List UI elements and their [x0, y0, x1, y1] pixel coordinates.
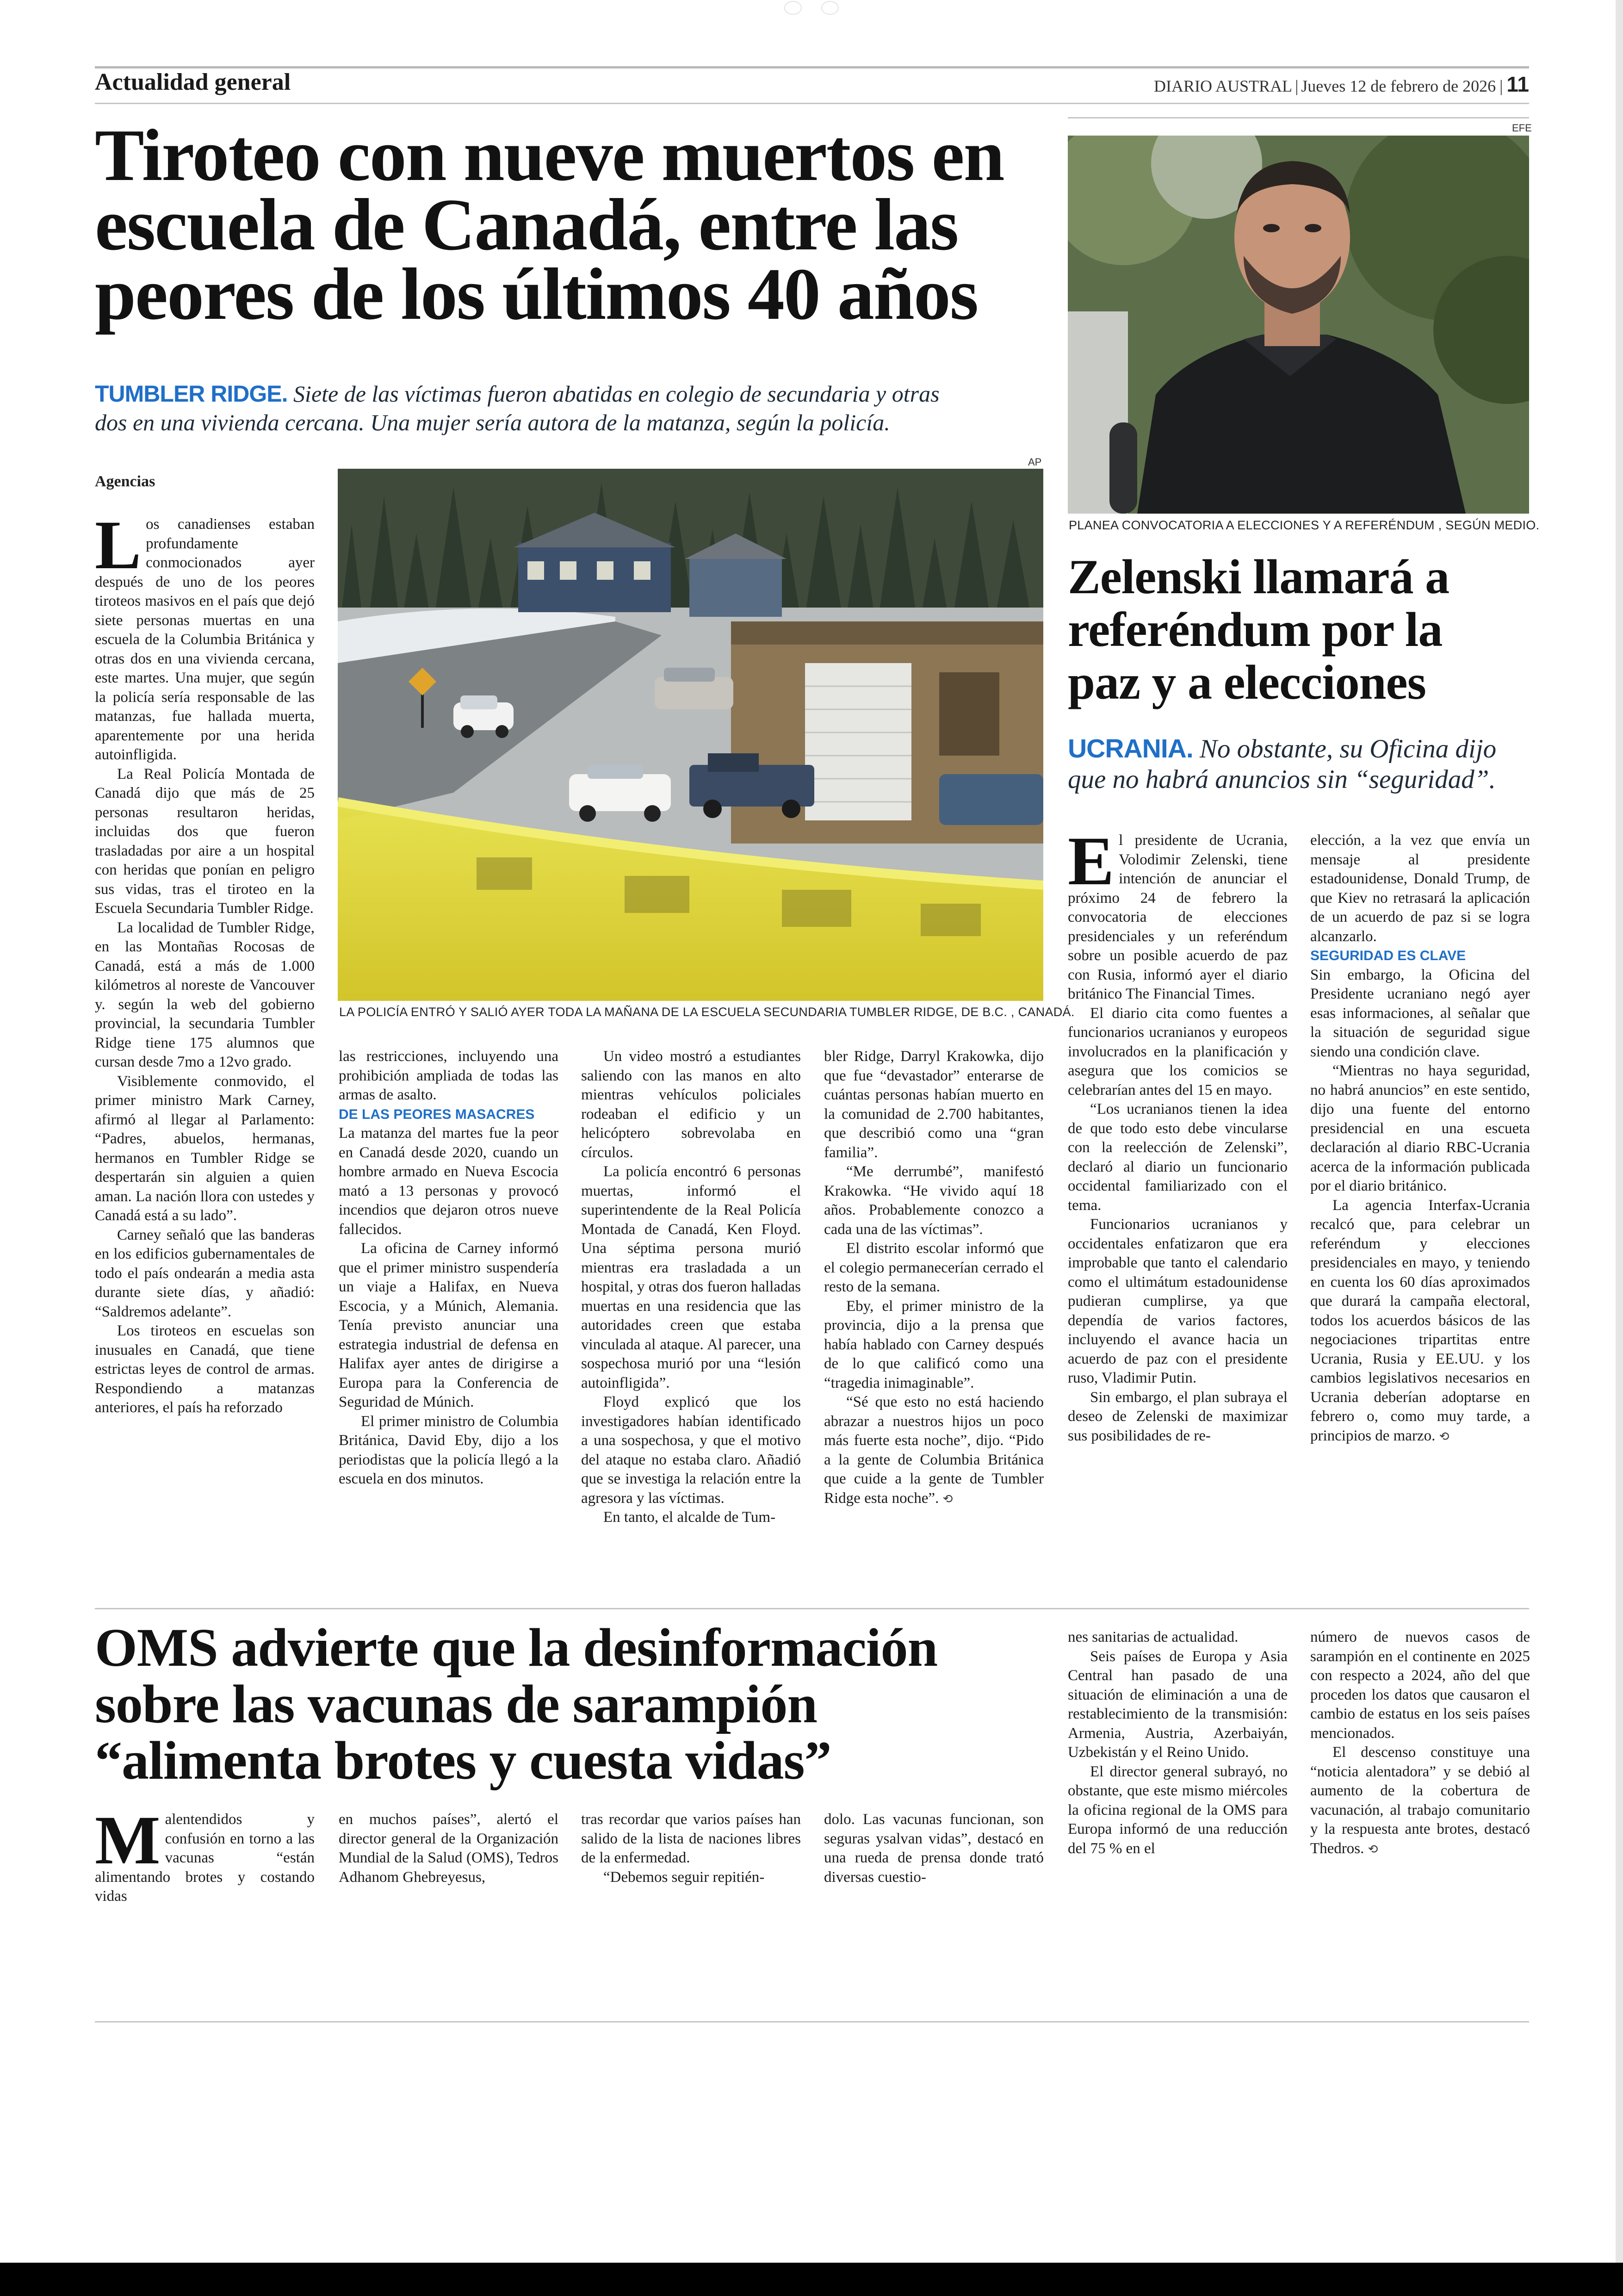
bottom-column-3	[581, 1810, 801, 1930]
dropcap: M	[95, 1810, 161, 1879]
side-top-rule	[1068, 117, 1529, 118]
paragraph: Sin embargo, el plan subraya el deseo de Zelenski de maximizar sus posibilidades de re-	[1068, 1389, 1288, 1444]
page-number: 11	[1506, 72, 1529, 96]
paragraph: El primer ministro de Columbia Británica, David Eby, dijo a los periodistas que la policía llegó a la escuela en dos minutos.	[339, 1413, 558, 1487]
zelenski-portrait-illustration	[1068, 136, 1529, 514]
bottom-column-5	[1068, 1628, 1288, 1942]
paragraph: nes sanitarias de actualidad.	[1068, 1629, 1239, 1645]
paragraph: Eby, el primer ministro de la provincia, dijo a la prensa que había hablado con Carney después de lo que calificó como una “tragedia inimaginable”.	[824, 1297, 1044, 1391]
main-column-3	[581, 1047, 801, 1593]
school-scene-illustration	[338, 469, 1043, 1001]
author: Agencias	[95, 473, 155, 490]
bottom-headline-line: OMS advierte que la desinformación	[95, 1617, 938, 1678]
end-mark-icon: ⟲	[939, 1492, 953, 1506]
paragraph: La policía encontró 6 personas muertas, informó el superintendente de la Real Policía Montada de Canadá, Ken Floyd. Una séptima persona murió mientras era trasladada a un hospital, y otras dos fueron halladas muertas en una residencia que las autoridades creen que estaba vinculada al ataque. Al parecer, una sospechosa murió por una “lesión autoinfligida”.	[581, 1163, 801, 1391]
paragraph: elección, a la vez que envía un mensaje al presidente estadounidense, Donald Trump, de que Kiev no retrasará la aplicación de un acuerdo de paz si se logra alcanzarlo.	[1310, 832, 1530, 945]
subheading: DE LAS PEORES MASACRES	[339, 1106, 535, 1122]
paragraph: La Real Policía Montada de Canadá dijo que más de 25 personas resultaron heridas, incluidas dos que fueron trasladadas por aire a un hospital con heridas que ponían en peligro sus vidas, tras el tiroteo en la Escuela Secundaria Tumbler Ridge.	[95, 765, 315, 917]
header-separator: |	[1295, 77, 1299, 95]
paragraph: tras recordar que varios países han salido de la lista de naciones libres de la enfermedad.	[581, 1811, 801, 1866]
bottom-headline-line: sobre las vacunas de sarampión	[95, 1674, 818, 1734]
main-headline	[95, 114, 1043, 335]
paragraph: “Mientras no haya seguridad, no habrá anuncios” en este sentido, dijo una fuente del entorno presidencial en una escueta declaración al diario RBC-Ucrania acerca de la información publicada por el diario británico.	[1310, 1062, 1530, 1194]
side-photo-caption: PLANEA CONVOCATORIA A ELECCIONES Y A REFERÉNDUM , SEGÚN MEDIO.	[1069, 518, 1540, 532]
side-column-2	[1310, 831, 1530, 1595]
paragraph: Los tiroteos en escuelas son inusuales en Canadá, que tiene estrictas leyes de control de armas. Respondiendo a matanzas anteriores, el país ha reforzado	[95, 1322, 315, 1416]
main-bajada-text: dos en una vivienda cercana. Una mujer sería autora de la matanza, según la policía.	[95, 410, 890, 435]
side-photo-credit: EFE	[1512, 122, 1532, 134]
bottom-column-2	[339, 1810, 558, 1930]
paragraph: La agencia Interfax-Ucrania recalcó que, para celebrar un referéndum y elecciones presidenciales en mayo, y teniendo en cuenta los 60 días aproximados que durará la campaña electoral, todos los acuerdos básicos de las negociaciones tripartitas entre Ucrania, Rusia y EE.UU. y los cambios legislativos necesarios en Ucrania deberían adoptarse en febrero o, como muy tarde, a principios de marzo. ⟲	[1310, 1197, 1530, 1444]
main-headline-line: Tiroteo con nueve muertos en	[95, 114, 1004, 196]
main-headline-line: escuela de Canadá, entre las	[95, 183, 958, 266]
page-edge	[1616, 0, 1623, 2263]
bottom-column-4	[824, 1810, 1044, 1930]
main-headline-line: peores de los últimos 40 años	[95, 253, 978, 335]
photo-credit: AP	[1028, 456, 1042, 468]
section-title: Actualidad general	[95, 69, 291, 95]
nav-dot-right[interactable]	[821, 1, 839, 15]
dropcap: L	[95, 515, 142, 583]
paragraph: Floyd explicó que los investigadores habían identificado a una sospechosa, y que el motivo del ataque no estaba claro. Añadió que se investiga la relación entre la agresora y las víctimas.	[581, 1394, 801, 1507]
school-police-photo	[338, 469, 1043, 1001]
bottom-column-6	[1310, 1628, 1530, 1942]
paragraph: La oficina de Carney informó que el primer ministro suspendería un viaje a Halifax, en Nueva Escocia, y a Múnich, Alemania. Tenía previsto anunciar una estrategia industrial de defensa en Halifax ayer antes de dirigirse a Europa para la Conferencia de Seguridad de Múnich.	[339, 1240, 558, 1410]
newspaper-name: DIARIO AUSTRAL	[1154, 77, 1293, 95]
side-bajada-text: No obstante, su Oficina dijo	[1199, 734, 1497, 763]
main-column-4	[824, 1047, 1044, 1593]
paragraph: Un video mostró a estudiantes saliendo con las manos en alto mientras vehículos policiales rodeaban el edificio y un helicóptero sobrevolaba en círculos.	[581, 1048, 801, 1161]
page-bottom-rule	[95, 2021, 1529, 2023]
side-column-1	[1068, 831, 1288, 1595]
paragraph: La matanza del martes fue la peor en Canadá desde 2020, cuando un hombre armado en Nueva Escocia mató a 13 personas y provocó incendios que dejaron otros nueve fallecidos.	[339, 1125, 558, 1238]
header-date: Jueves 12 de febrero de 2026	[1301, 77, 1496, 95]
header-meta	[1154, 72, 1529, 97]
paragraph: Los canadienses estaban profundamente conmocionados ayer después de uno de los peores tiroteos masivos en el país que dejó siete personas muertas en una escuela de la Columbia Británica y otras dos en una vivienda cercana, este martes. Una mujer, que según la policía sería responsable de las matanzas, fue hallada muerta, aparentemente por una herida autoinfligida.	[95, 515, 315, 763]
paragraph: “Los ucranianos tienen la idea de que todo esto debe vincularse con la reelección de Zelenski”, declaró al diario un funcionario occidental familiarizado con el tema.	[1068, 1101, 1288, 1214]
subheading: SEGURIDAD ES CLAVE	[1310, 948, 1466, 963]
header-separator: |	[1499, 77, 1503, 95]
paragraph: Visiblemente conmovido, el primer ministro Mark Carney, afirmó al llegar al Parlamento: “Padres, abuelos, hermanas, hermanos en Tumbler Ridge se despertarán sin alguien a quien aman. La nación llora con ustedes y Canadá está a su lado”.	[95, 1073, 315, 1224]
end-mark-icon: ⟲	[1364, 1842, 1378, 1856]
paragraph: bler Ridge, Darryl Krakowka, dijo que fue “devastador” enterarse de cuántas personas habían muerto en la comunidad de 2.700 habitantes, que describió como una “gran familia”.	[824, 1048, 1044, 1161]
header-bottom-rule	[95, 103, 1529, 104]
paragraph: en muchos países”, alertó el director general de la Organización Mundial de la Salud (OMS), Tedros Adhanom Ghebreyesus,	[339, 1811, 558, 1886]
main-bajada	[95, 379, 1048, 437]
paragraph: El distrito escolar informó que el colegio permanecerían cerrado el resto de la semana.	[824, 1240, 1044, 1295]
main-bajada-text: Siete de las víctimas fueron abatidas en colegio de secundaria y otras	[293, 381, 940, 407]
paragraph: Sin embargo, la Oficina del Presidente ucraniano negó ayer esas informaciones, al señalar que la situación de seguridad sigue siendo una condición clave.	[1310, 966, 1530, 1060]
side-kicker: UCRANIA.	[1068, 734, 1193, 763]
main-column-1	[95, 515, 315, 1593]
paragraph: Funcionarios ucranianos y occidentales enfatizaron que era improbable que tanto el calendario como el ultimátum estadounidense pudieran cumplirse, ya que dependía de varios factores, incluyendo el avance hacia un acuerdo de paz con el presidente ruso, Vladimir Putin.	[1068, 1216, 1288, 1386]
side-bajada	[1068, 733, 1530, 795]
side-headline	[1068, 551, 1530, 709]
bottom-column-1	[95, 1810, 315, 1930]
paragraph: El presidente de Ucrania, Volodimir Zelenski, tiene intención de anunciar el próximo 24 de febrero la convocatoria de elecciones presidenciales y un referéndum sobre un posible acuerdo de paz con Rusia, informó ayer el diario británico The Financial Times.	[1068, 831, 1288, 1002]
zelenski-photo	[1068, 136, 1529, 514]
viewer-bottom-bar	[0, 2263, 1623, 2296]
side-bajada-text: que no habrá anuncios sin “seguridad”.	[1068, 765, 1496, 794]
side-headline-line: paz y a elecciones	[1068, 655, 1426, 709]
paragraph: número de nuevos casos de sarampión en el continente en 2025 con respecto a 2024, año del que proceden los datos que causaron el cambio de estatus en los seis países mencionados.	[1310, 1629, 1530, 1742]
side-headline-line: Zelenski llamará a	[1068, 550, 1450, 604]
side-headline-line: referéndum por la	[1068, 602, 1443, 657]
main-kicker: TUMBLER RIDGE.	[95, 381, 288, 407]
paragraph: En tanto, el alcalde de Tum-	[603, 1509, 776, 1526]
paragraph: Carney señaló que las banderas en los edificios gubernamentales de todo el país ondearán a media asta durante siete días, y añadió: “Saldremos adelante”.	[95, 1226, 315, 1320]
bottom-headline	[95, 1617, 1048, 1791]
bottom-story-rule	[95, 1608, 1529, 1609]
bottom-headline-line: “alimenta brotes y cuesta vidas”	[95, 1730, 831, 1791]
end-mark-icon: ⟲	[1435, 1429, 1450, 1444]
paragraph: El diario cita como fuentes a funcionarios ucranianos y europeos involucrados en la planificación y asegura que los comicios se celebrarían antes del 15 en mayo.	[1068, 1005, 1288, 1098]
paragraph: El director general subrayó, no obstante, que este mismo miércoles la oficina regional de la OMS para Europa informó de una reducción del 75 % en el	[1068, 1763, 1288, 1857]
header-top-rule	[95, 66, 1529, 68]
paragraph: El descenso constituye una “noticia alentadora” y se debió al aumento de la cobertura de vacunación, al trabajo comunitario y la respuesta ante brotes, destacó Thedros. ⟲	[1310, 1744, 1530, 1857]
paragraph: “Sé que esto no está haciendo abrazar a nuestros hijos un poco más fuerte esta noche”, dijo. “Pido a la gente de Columbia Británica que cuide a la gente de Tumbler Ridge esta noche”. ⟲	[824, 1394, 1044, 1507]
paragraph: “Me derrumbé”, manifestó Krakowka. “He vivido aquí 18 años. Probablemente conozco a cada una de las víctimas”.	[824, 1163, 1044, 1238]
paragraph: Seis países de Europa y Asia Central han pasado de una situación de eliminación a una de restablecimiento de la transmisión: Armenia, Austria, Azerbaiyán, Uzbekistán y el Reino Unido.	[1068, 1648, 1288, 1761]
main-column-2	[339, 1047, 558, 1593]
paragraph: Malentendidos y confusión en torno a las vacunas “están alimentando brotes y costando vidas	[95, 1810, 315, 1905]
paragraph: las restricciones, incluyendo una prohibición ampliada de todas las armas de asalto.	[339, 1048, 558, 1103]
paragraph: dolo. Las vacunas funcionan, son seguras ysalvan vidas”, destacó en una rueda de prensa donde trató diversas cuestio-	[824, 1811, 1044, 1886]
paragraph: “Debemos seguir repitién-	[603, 1868, 765, 1886]
nav-dot-left[interactable]	[784, 1, 802, 15]
paragraph: La localidad de Tumbler Ridge, en las Montañas Rocosas de Canadá, está a más de 1.000 kilómetros al noreste de Vancouver y. según la web del gobierno provincial, la secundaria Tumbler Ridge tiene 175 alumnos que cursan desde 7mo a 12vo grado.	[95, 919, 315, 1070]
main-photo-caption: LA POLICÍA ENTRÓ Y SALIÓ AYER TODA LA MAÑANA DE LA ESCUELA SECUNDARIA TUMBLER RIDGE, DE B.C. , CANADÁ.	[339, 1005, 1075, 1019]
dropcap: E	[1068, 831, 1115, 900]
